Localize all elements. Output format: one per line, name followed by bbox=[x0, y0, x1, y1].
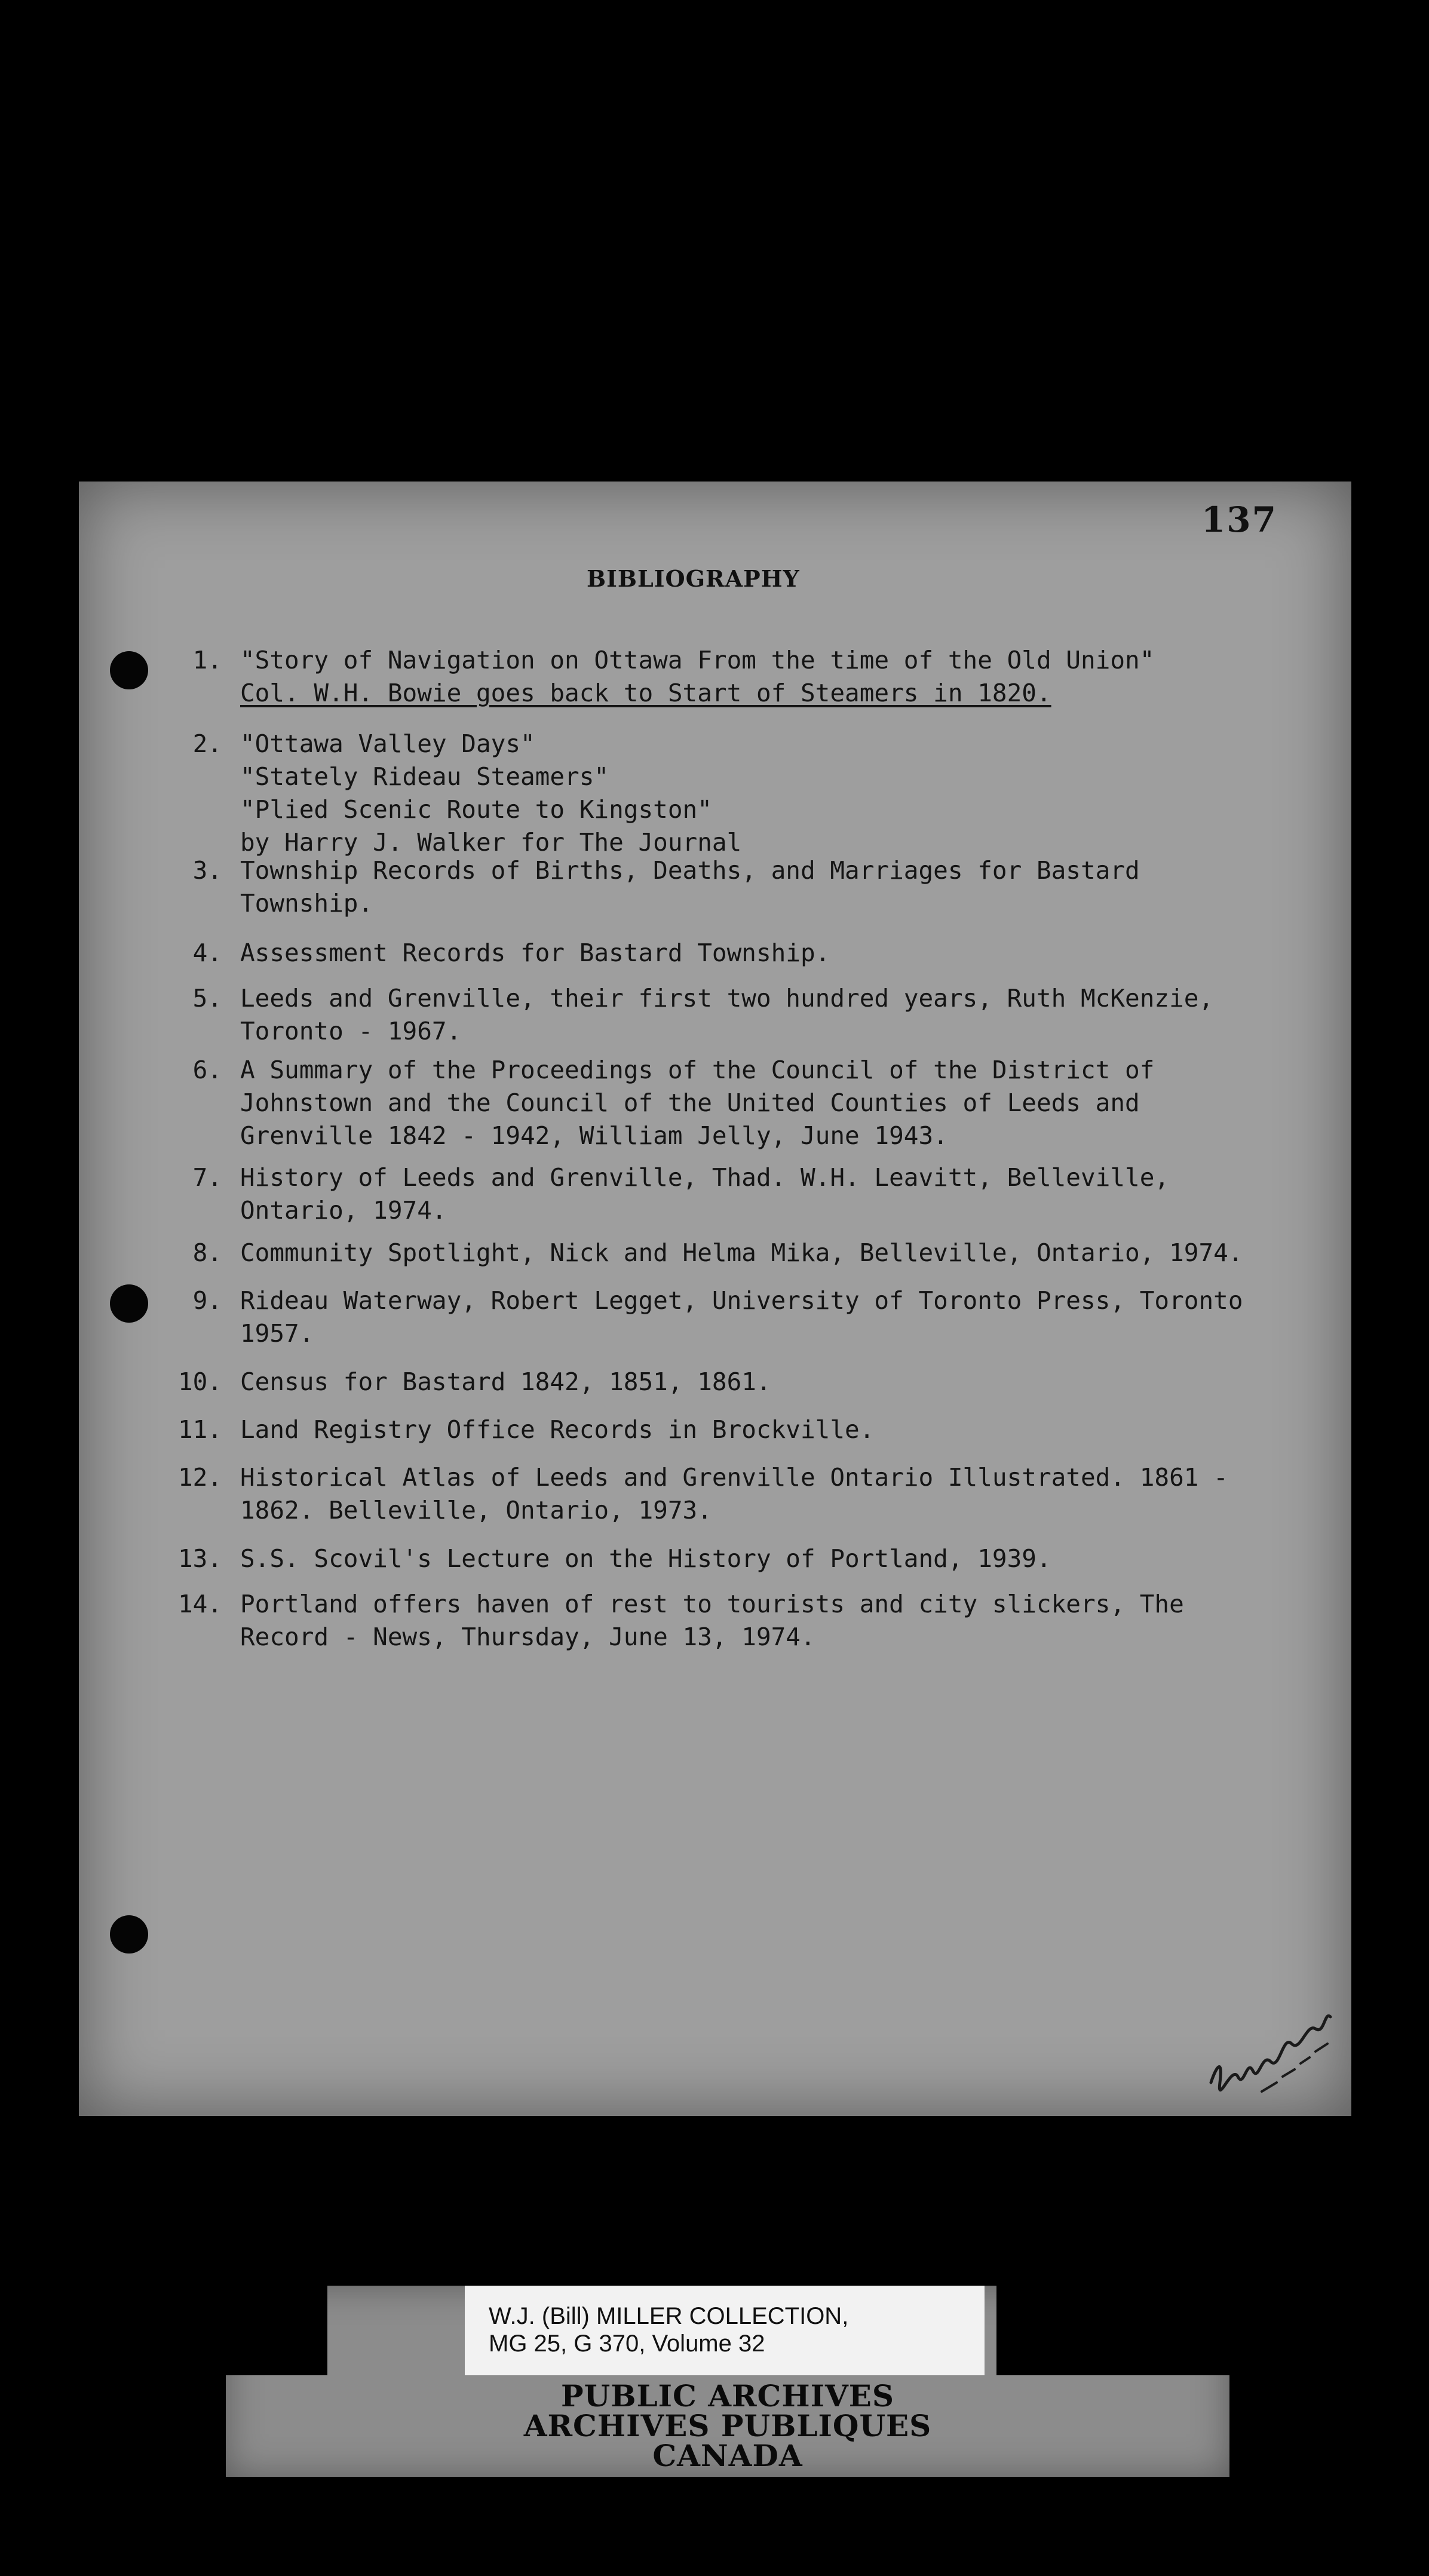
entry-line: Township. bbox=[240, 889, 373, 918]
handwritten-signature bbox=[1205, 1993, 1336, 2100]
entry-number: 11. bbox=[177, 1415, 222, 1444]
archives-stamp-text bbox=[226, 2378, 1229, 2473]
page-number: 137 bbox=[1201, 499, 1277, 540]
archives-line-1: PUBLIC ARCHIVES bbox=[561, 2378, 894, 2414]
archives-line-2: ARCHIVES PUBLIQUES bbox=[523, 2408, 932, 2443]
entry-line: Ontario, 1974. bbox=[240, 1196, 447, 1225]
entry-line: "Story of Navigation on Ottawa From the time of the Old Union" bbox=[240, 646, 1155, 674]
entry-line: Portland offers haven of rest to tourists and city slickers, The bbox=[240, 1590, 1184, 1618]
entry-line: Grenville 1842 - 1942, William Jelly, June 1943. bbox=[240, 1121, 948, 1150]
collection-line-2: MG 25, G 370, Volume 32 bbox=[489, 2330, 765, 2357]
entry-line: 1862. Belleville, Ontario, 1973. bbox=[240, 1496, 712, 1525]
entry-line: Rideau Waterway, Robert Legget, University of Toronto Press, Toronto bbox=[240, 1286, 1243, 1315]
entry-number: 4. bbox=[192, 939, 222, 967]
entry-number: 6. bbox=[192, 1056, 222, 1084]
archive-stamp bbox=[226, 2286, 1229, 2477]
entry-line: S.S. Scovil's Lecture on the History of Portland, 1939. bbox=[240, 1544, 1051, 1573]
entry-number: 2. bbox=[192, 729, 222, 758]
entry-line: A Summary of the Proceedings of the Council of the District of bbox=[240, 1056, 1155, 1084]
entry-number: 3. bbox=[192, 856, 222, 885]
entry-line: Assessment Records for Bastard Township. bbox=[240, 939, 830, 967]
entry-line: 1957. bbox=[240, 1319, 314, 1348]
entry-number: 8. bbox=[192, 1238, 222, 1267]
entry-number: 9. bbox=[192, 1286, 222, 1315]
entry-number: 13. bbox=[177, 1544, 222, 1573]
entry-line: by Harry J. Walker for The Journal bbox=[240, 828, 742, 857]
entry-line: Census for Bastard 1842, 1851, 1861. bbox=[240, 1367, 771, 1396]
entry-line: "Ottawa Valley Days" bbox=[240, 729, 535, 758]
entry-line: Township Records of Births, Deaths, and Marriages for Bastard bbox=[240, 856, 1140, 885]
entry-number: 10. bbox=[177, 1367, 222, 1396]
entry-line: "Stately Rideau Steamers" bbox=[240, 762, 609, 791]
entry-line: Land Registry Office Records in Brockville. bbox=[240, 1415, 875, 1444]
collection-label bbox=[465, 2286, 985, 2375]
entry-line: Community Spotlight, Nick and Helma Mika, Belleville, Ontario, 1974. bbox=[240, 1238, 1243, 1267]
bibliography-list bbox=[79, 482, 1351, 2116]
document-title: BIBLIOGRAPHY bbox=[587, 565, 800, 592]
entry-number: 1. bbox=[192, 646, 222, 674]
entry-line: Col. W.H. Bowie goes back to Start of Steamers in 1820. bbox=[240, 679, 1051, 707]
entry-line: Leeds and Grenville, their first two hundred years, Ruth McKenzie, bbox=[240, 984, 1214, 1013]
entry-line: History of Leeds and Grenville, Thad. W.H. Leavitt, Belleville, bbox=[240, 1163, 1170, 1192]
entry-number: 14. bbox=[177, 1590, 222, 1618]
archives-line-3: CANADA bbox=[652, 2438, 803, 2473]
entry-number: 5. bbox=[192, 984, 222, 1013]
entry-line: Record - News, Thursday, June 13, 1974. bbox=[240, 1623, 815, 1651]
collection-line-1: W.J. (Bill) MILLER COLLECTION, bbox=[489, 2303, 849, 2329]
entry-number: 12. bbox=[177, 1463, 222, 1492]
entry-line: "Plied Scenic Route to Kingston" bbox=[240, 795, 712, 824]
stamp-mask-right bbox=[996, 2286, 1229, 2375]
stamp-mask-left bbox=[226, 2286, 327, 2375]
entry-line: Historical Atlas of Leeds and Grenville Ontario Illustrated. 1861 - bbox=[240, 1463, 1228, 1492]
entry-line: Johnstown and the Council of the United Counties of Leeds and bbox=[240, 1088, 1140, 1117]
entry-line: Toronto - 1967. bbox=[240, 1017, 462, 1045]
entry-number: 7. bbox=[192, 1163, 222, 1192]
scanned-document-page bbox=[79, 482, 1351, 2116]
